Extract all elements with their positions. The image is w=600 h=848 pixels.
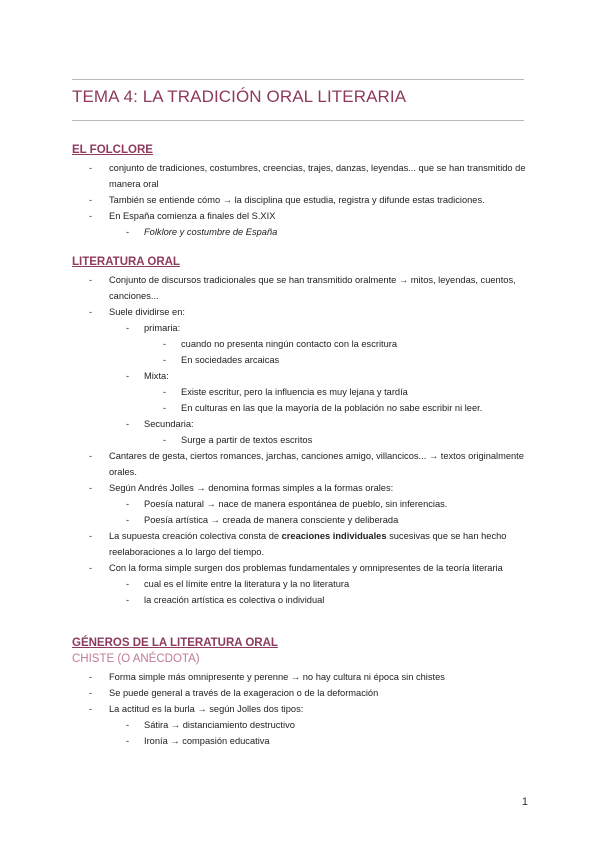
list-item: - cuando no presenta ningún contacto con la escritura <box>163 339 398 349</box>
bold-term: creaciones individuales <box>281 531 387 541</box>
list-item: - En España comienza a finales del S.XIX <box>89 211 276 221</box>
list-item: - conjunto de tradiciones, costumbres, creencias, trajes, danzas, leyendas... que se han transmitido de manera oral <box>89 163 526 189</box>
list-item: - En sociedades arcaicas <box>163 355 280 365</box>
list-item: - Con la forma simple surgen dos problemas fundamentales y omnipresentes de la teoría literaria <box>89 563 503 573</box>
section-heading: GÉNEROS DE LA LITERATURA ORAL <box>72 637 278 649</box>
list-item: - Mixta: <box>126 371 169 381</box>
list-item: - cual es el límite entre la literatura y la no literatura <box>126 579 350 589</box>
list-item: - Se puede general a través de la exageracion o de la deformación <box>89 688 379 698</box>
section-heading: EL FOLCLORE <box>72 144 153 156</box>
list-item: - La supuesta creación colectiva consta de creaciones individuales sucesivas que se han hecho reelaboraciones a lo largo del tiempo. <box>89 531 507 557</box>
list-item: - Poesía artística → creada de manera consciente y deliberada <box>126 515 399 525</box>
section-heading: LITERATURA ORAL <box>72 256 180 268</box>
list-item: - Surge a partir de textos escritos <box>163 435 313 445</box>
list-item: - la creación artística es colectiva o individual <box>126 595 325 605</box>
list-item: - Existe escritur, pero la influencia es muy lejana y tardía <box>163 387 408 397</box>
list-item: - Cantares de gesta, ciertos romances, jarchas, canciones amigo, villancicos... → textos originalmente orales. <box>89 451 524 477</box>
list-item: - Sátira → distanciamiento destructivo <box>126 720 295 730</box>
section-literatura-oral <box>72 256 532 608</box>
section-subheading: CHISTE (O ANÉCDOTA) <box>72 653 200 665</box>
list-item: - Según Andrés Jolles → denomina formas simples a la formas orales: <box>89 483 394 493</box>
list-item: - primaria: <box>126 323 181 333</box>
list-item: - Folklore y costumbre de España <box>126 227 278 237</box>
list-item: - En culturas en las que la mayoría de la población no sabe escribir ni leer. <box>163 403 483 413</box>
section-folclore <box>72 144 532 240</box>
title-rule <box>72 120 524 121</box>
top-rule <box>72 79 524 80</box>
section-generos <box>72 637 532 749</box>
list-item: - Suele dividirse en: <box>89 307 185 317</box>
list-item: - Poesía natural → nace de manera espontánea de pueblo, sin inferencias. <box>126 499 448 509</box>
list-item: - Conjunto de discursos tradicionales que se han transmitido oralmente → mitos, leyendas, cuentos, canciones... <box>89 275 516 301</box>
list-item: - También se entiende cómo → la disciplina que estudia, registra y difunde estas tradiciones. <box>89 195 485 205</box>
page-title: TEMA 4: LA TRADICIÓN ORAL LITERARIA <box>72 87 407 106</box>
list-item: - Secundaria: <box>126 419 194 429</box>
page-number: 1 <box>521 796 528 808</box>
list-item: - Ironía → compasión educativa <box>126 736 270 746</box>
list-item: - Forma simple más omnipresente y perenne → no hay cultura ni época sin chistes <box>89 672 445 682</box>
list-item: - La actitud es la burla → según Jolles dos tipos: <box>89 704 304 714</box>
